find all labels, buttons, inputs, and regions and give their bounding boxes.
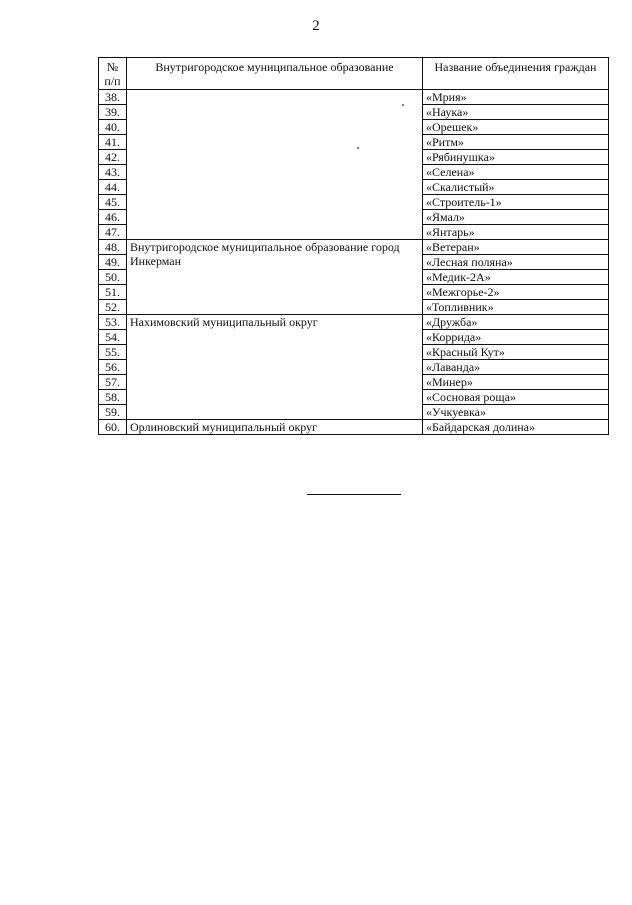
row-number-text: 53. [105,315,120,329]
scan-speck [357,147,359,149]
associations-table [98,57,609,435]
row-number [99,345,127,360]
row-number [99,360,127,375]
row-number-text: 49. [105,255,120,269]
row-number [99,270,127,285]
table-row [99,240,609,255]
row-number-text: 55. [105,345,120,359]
table-row [99,420,609,435]
scan-speck [402,104,404,106]
row-number-text: 52. [105,300,120,314]
association-name: «Селена» [423,165,609,180]
association-name: «Ритм» [423,135,609,150]
row-number-text: 44. [105,180,120,194]
header-number: № п/п [99,58,127,90]
row-number-text: 46. [105,210,120,224]
association-name: «Минер» [423,375,609,390]
row-number-text: 54. [105,330,120,344]
row-number [99,375,127,390]
association-name: «Янтарь» [423,225,609,240]
association-name: «Орешек» [423,120,609,135]
row-number [99,150,127,165]
table-header-row [99,58,609,90]
association-name: «Скалистый» [423,180,609,195]
association-name: «Медик-2А» [423,270,609,285]
row-number-text: 58. [105,390,120,404]
row-number [99,330,127,345]
table-row [99,90,609,105]
municipality-cell: Нахимовский муниципальный округ [127,315,423,420]
association-name: «Коррида» [423,330,609,345]
row-number-text: 39. [105,105,120,119]
association-name: «Наука» [423,105,609,120]
row-number-text: 45. [105,195,120,209]
row-number-text: 60. [105,420,120,434]
row-number-text: 57. [105,375,120,389]
row-number [99,105,127,120]
association-name: «Лесная поляна» [423,255,609,270]
header-municipality: Внутригородское муниципальное образование [127,58,423,90]
association-name: «Дружба» [423,315,609,330]
row-number-text: 38. [105,90,120,104]
row-number [99,390,127,405]
association-name: «Байдарская долина» [423,420,609,435]
municipality-cell [127,90,423,240]
row-number [99,300,127,315]
municipality-cell: Орлиновский муниципальный округ [127,420,423,435]
row-number [99,315,127,330]
row-number [99,165,127,180]
row-number [99,225,127,240]
row-number-text: 41. [105,135,120,149]
association-name: «Топливник» [423,300,609,315]
row-number [99,120,127,135]
page-number: 2 [312,18,320,34]
association-name: «Учкуевка» [423,405,609,420]
row-number [99,195,127,210]
row-number [99,285,127,300]
row-number [99,405,127,420]
association-name: «Ветеран» [423,240,609,255]
row-number-text: 40. [105,120,120,134]
association-name: «Лаванда» [423,360,609,375]
association-name: «Межгорье-2» [423,285,609,300]
row-number-text: 59. [105,405,120,419]
table-body [99,90,609,435]
row-number-text: 51. [105,285,120,299]
row-number [99,210,127,225]
table-row [99,315,609,330]
row-number [99,135,127,150]
row-number [99,420,127,435]
row-number [99,90,127,105]
association-name: «Рябинушка» [423,150,609,165]
header-association-name: Название объединения граждан [423,58,609,90]
association-name: «Ямал» [423,210,609,225]
row-number [99,255,127,270]
closing-rule [307,494,401,495]
row-number-text: 48. [105,240,120,254]
association-name: «Красный Кут» [423,345,609,360]
row-number-text: 50. [105,270,120,284]
row-number-text: 42. [105,150,120,164]
association-name: «Строитель-1» [423,195,609,210]
association-name: «Мрия» [423,90,609,105]
municipality-cell: Внутригородское муниципальное образование город Инкерман [127,240,423,315]
row-number-text: 47. [105,225,120,239]
row-number-text: 43. [105,165,120,179]
row-number [99,180,127,195]
row-number [99,240,127,255]
association-name: «Сосновая роща» [423,390,609,405]
row-number-text: 56. [105,360,120,374]
